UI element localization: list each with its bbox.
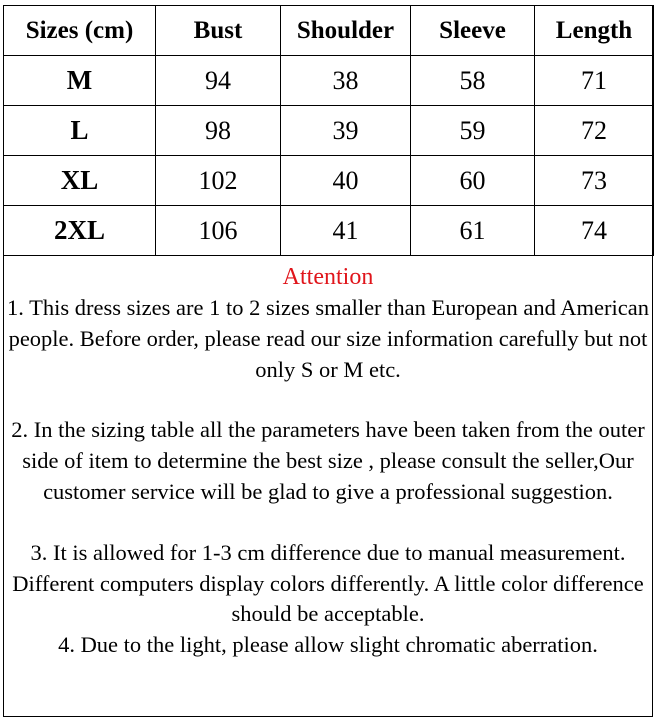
length-cell: 72 (535, 106, 654, 156)
bust-cell: 102 (156, 156, 281, 206)
table-row (4, 56, 654, 106)
length-cell: 74 (535, 206, 654, 256)
size-cell: 2XL (4, 206, 156, 256)
shoulder-cell: 38 (281, 56, 411, 106)
note-item-1: 1. This dress sizes are 1 to 2 sizes smaller than European and American people. Before order, please read our size information carefully but not only S or M etc. (7, 295, 649, 382)
attention-heading: Attention (282, 264, 374, 290)
bust-cell: 106 (156, 206, 281, 256)
bust-cell: 98 (156, 106, 281, 156)
size-cell: XL (4, 156, 156, 206)
sleeve-cell: 60 (411, 156, 535, 206)
header-shoulder: Shoulder (281, 6, 411, 56)
note-item-4: 4. Due to the light, please allow slight chromatic aberration. (58, 632, 598, 658)
sleeve-cell: 59 (411, 106, 535, 156)
shoulder-cell: 40 (281, 156, 411, 206)
table-header-row (4, 6, 654, 56)
size-cell: L (4, 106, 156, 156)
table-row (4, 106, 654, 156)
sleeve-cell: 61 (411, 206, 535, 256)
header-bust: Bust (156, 6, 281, 56)
shoulder-cell: 41 (281, 206, 411, 256)
bust-cell: 94 (156, 56, 281, 106)
note-item-2: 2. In the sizing table all the parameters have been taken from the outer side of item to determine the best size , please consult the seller,Our customer service will be glad to give a professional suggestion. (11, 417, 645, 504)
sleeve-cell: 58 (411, 56, 535, 106)
shoulder-cell: 39 (281, 106, 411, 156)
header-sizes: Sizes (cm) (4, 6, 156, 56)
length-cell: 73 (535, 156, 654, 206)
note-spacer (4, 385, 652, 415)
attention-notes (4, 261, 652, 661)
note-spacer (4, 508, 652, 538)
size-chart-table (3, 5, 654, 256)
header-length: Length (535, 6, 654, 56)
header-sleeve: Sleeve (411, 6, 535, 56)
table-row (4, 206, 654, 256)
note-item-3: 3. It is allowed for 1-3 cm difference due to manual measurement. Different computers display colors differently. A little color difference should be acceptable. (12, 539, 644, 627)
size-cell: M (4, 56, 156, 106)
length-cell: 71 (535, 56, 654, 106)
table-row (4, 156, 654, 206)
